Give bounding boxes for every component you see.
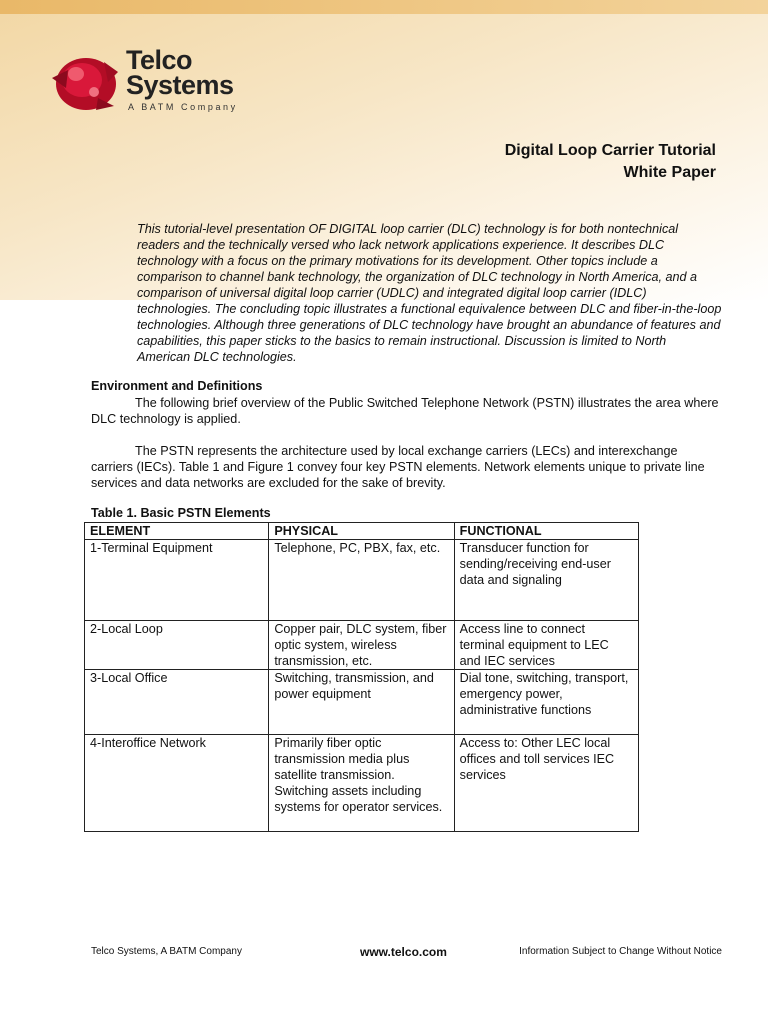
table-cell: Switching, transmission, and power equipment [269,670,454,735]
logo-line1: Telco [126,45,193,75]
table-row [85,540,639,621]
table-cell: Access line to connect terminal equipment to LEC and IEC services [454,621,638,670]
table-cell: Copper pair, DLC system, fiber optic system, wireless transmission, etc. [269,621,454,670]
table-cell: Transducer function for sending/receiving end-user data and signaling [454,540,638,621]
table-cell: 4-Interoffice Network [85,735,269,832]
document-title [505,140,716,184]
paragraph-1-text: The following brief overview of the Public Switched Telephone Network (PSTN) illustrates the area where DLC technology is applied. [91,396,719,426]
table-cell: 1-Terminal Equipment [85,540,269,621]
table-cell: Primarily fiber optic transmission media plus satellite transmission. Switching assets including systems for operator services. [269,735,454,832]
logo-wordmark [126,45,234,100]
section-paragraph-2 [91,443,721,491]
section-paragraph-1 [91,395,721,427]
table-cell: 3-Local Office [85,670,269,735]
logo-tagline: A BATM Company [128,102,238,112]
section-heading: Environment and Definitions [91,379,263,393]
footer-company: Telco Systems, A BATM Company [91,946,242,957]
paragraph-2-text: The PSTN represents the architecture used by local exchange carriers (LECs) and interexchange carriers (IECs). Table 1 and Figure 1 convey four key PSTN elements. Network elements unique to private line services and data networks are excluded for the sake of brevity. [91,444,705,490]
pstn-elements-table [84,522,639,832]
table-row [85,735,639,832]
table-cell: Access to: Other LEC local offices and toll services IEC services [454,735,638,832]
title-line2: White Paper [623,164,716,181]
abstract-paragraph: This tutorial-level presentation OF DIGITAL loop carrier (DLC) technology is for both nontechnical readers and the technically versed who lack network applications experience. It describes DLC technology with a focus on the primary motivations for its development. Other topics include a comparison to channel bank technology, the organization of DLC technology in North America, and a comparison of universal digital loop carrier (UDLC) and integrated digital loop carrier (IDLC) technologies. The concluding topic illustrates a functional equivalence between DLC and fiber-in-the-loop technologies. Although three generations of DLC technology have brought an abundance of features and capabilities, this paper sticks to the basics to remain instructional. Discussion is limited to North American DLC technologies. [137,222,722,364]
table-row [85,670,639,735]
footer-website-link[interactable]: www.telco.com [360,945,447,959]
title-line1: Digital Loop Carrier Tutorial [504,142,716,159]
table-header-row [85,523,639,540]
header-element: ELEMENT [85,523,269,540]
telco-logo [46,44,286,120]
table-cell: Dial tone, switching, transport, emergency power, administrative functions [454,670,638,735]
table-title: Table 1. Basic PSTN Elements [91,506,271,520]
banner-top-strip [0,0,768,14]
telco-globe-icon [46,48,126,116]
table-cell: 2-Local Loop [85,621,269,670]
table-cell: Telephone, PC, PBX, fax, etc. [269,540,454,621]
table-row [85,621,639,670]
header-functional: FUNCTIONAL [454,523,638,540]
logo-line2: Systems [126,70,234,100]
footer-notice: Information Subject to Change Without Notice [519,946,722,957]
header-physical: PHYSICAL [269,523,454,540]
